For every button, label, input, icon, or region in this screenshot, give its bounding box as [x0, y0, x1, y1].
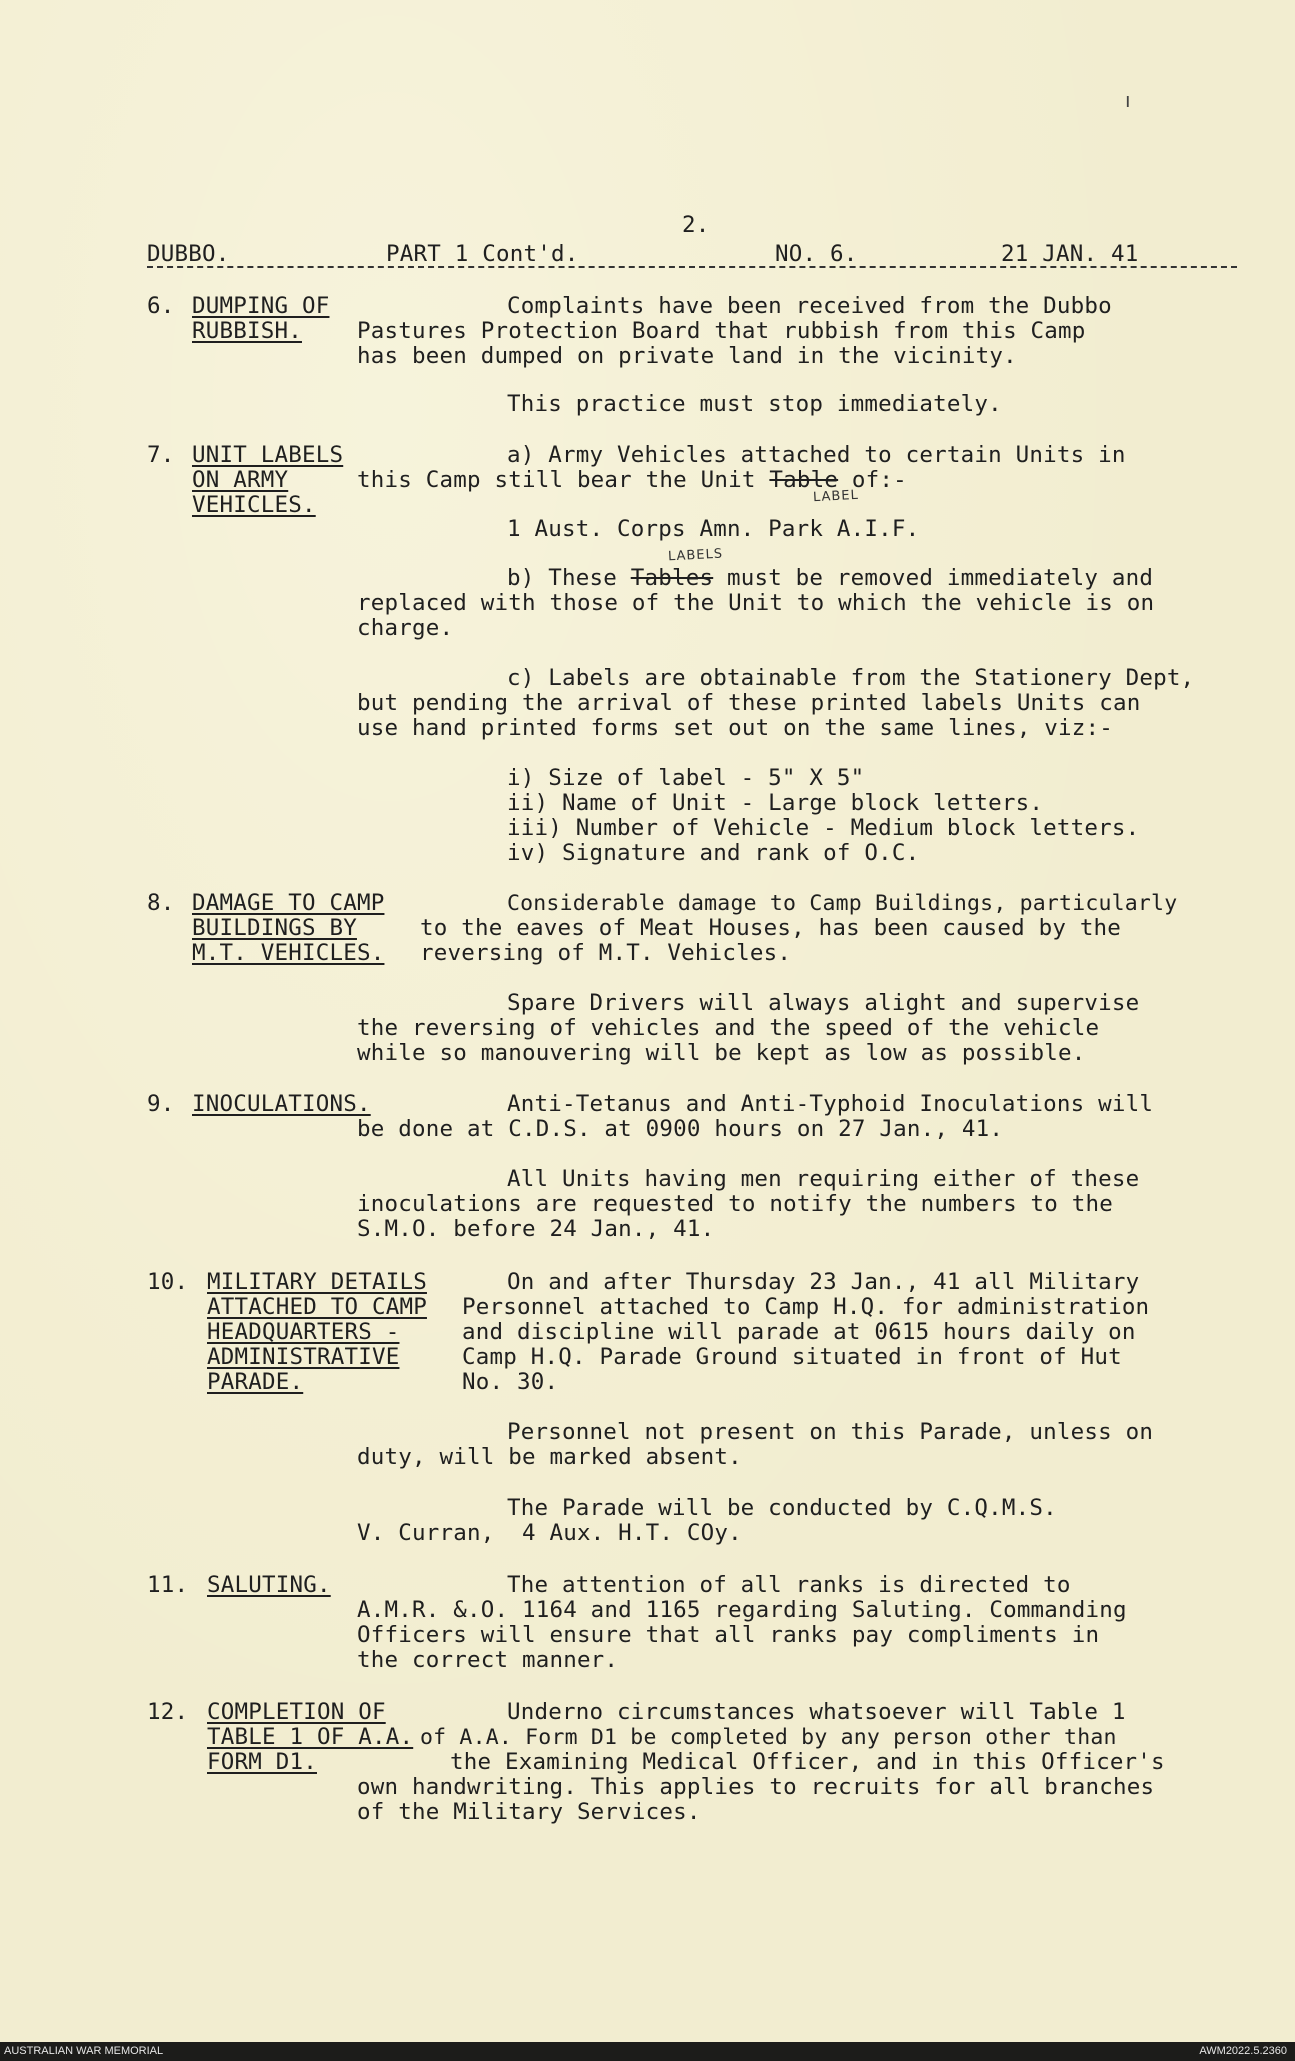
section-9-text-line4: inoculations are requested to notify the numbers to the: [357, 1191, 1114, 1217]
section-8-text-line1: Considerable damage to Camp Buildings, particularly: [507, 891, 1178, 916]
handwritten-correction-label: LABEL: [812, 487, 860, 506]
margin-mark: ı: [1125, 88, 1131, 112]
section-7-para-a-line1: a) Army Vehicles attached to certain Units in: [507, 442, 1126, 468]
header-number: NO. 6.: [775, 241, 858, 267]
section-11-text-line1: The attention of all ranks is directed to: [507, 1572, 1071, 1598]
section-11-number: 11.: [147, 1572, 189, 1598]
section-10-text-line6: Personnel not present on this Parade, unless on: [507, 1419, 1154, 1445]
section-7-para-a-line2-pre: this Camp still bear the Unit: [357, 467, 770, 493]
section-6-text-line4: This practice must stop immediately.: [507, 391, 1002, 417]
section-12-title-line2: TABLE 1 OF A.A.: [207, 1724, 414, 1750]
section-10-title-line4: ADMINISTRATIVE: [207, 1344, 400, 1370]
section-7-title-line2: ON ARMY: [192, 467, 289, 493]
section-6-number: 6.: [147, 293, 175, 319]
section-10-text-line8: The Parade will be conducted by C.Q.M.S.: [507, 1495, 1057, 1521]
section-9-text-line1: Anti-Tetanus and Anti-Typhoid Inoculations will: [507, 1091, 1154, 1117]
handwritten-correction-labels: LABELS: [667, 546, 724, 565]
section-12-text-line4: own handwriting. This applies to recruits for all branches: [357, 1774, 1155, 1800]
section-8-text-line4: Spare Drivers will always alight and supervise: [507, 990, 1140, 1016]
section-7-para-b-line1-post: must be removed immediately and: [713, 565, 1154, 591]
struck-word-table: Table: [769, 467, 839, 493]
section-7-number: 7.: [147, 442, 175, 468]
section-7-para-b-line3: charge.: [357, 615, 454, 641]
section-10-title-line2: ATTACHED TO CAMP: [207, 1294, 427, 1320]
section-7-para-c-line1: c) Labels are obtainable from the Stationery Dept,: [507, 665, 1195, 691]
section-10-title-line3: HEADQUARTERS -: [207, 1319, 400, 1345]
section-7-para-c-line2: but pending the arrival of these printed labels Units can: [357, 690, 1141, 716]
section-8-text-line3: reversing of M.T. Vehicles.: [420, 940, 792, 966]
section-6-text-line2: Pastures Protection Board that rubbish from this Camp: [357, 318, 1086, 344]
section-10-text-line9: V. Curran, 4 Aux. H.T. COy.: [357, 1520, 742, 1546]
section-7-list-item-1: i) Size of label - 5" X 5": [507, 765, 865, 791]
section-7-list-item-4: iv) Signature and rank of O.C.: [507, 840, 920, 866]
section-10-title-line5: PARADE.: [207, 1369, 304, 1395]
section-8-title-line2: BUILDINGS BY: [192, 915, 357, 941]
header-date: 21 JAN. 41: [1001, 241, 1139, 267]
section-8-text-line2: to the eaves of Meat Houses, has been caused by the: [420, 915, 1122, 941]
footer-institution: AUSTRALIAN WAR MEMORIAL: [4, 2045, 164, 2057]
section-12-text-line1: Underno circumstances whatsoever will Table 1: [507, 1699, 1126, 1725]
section-7-title-line1: UNIT LABELS: [192, 442, 344, 468]
section-7-para-a-line2-post: of:-: [838, 467, 907, 493]
section-9-text-line5: S.M.O. before 24 Jan., 41.: [357, 1216, 715, 1242]
header-rule: [147, 266, 1237, 268]
section-7-para-b-line2: replaced with those of the Unit to which the vehicle is on: [357, 590, 1155, 616]
section-9-title-line1: INOCULATIONS.: [192, 1091, 371, 1117]
section-8-number: 8.: [147, 890, 175, 916]
section-6-title-line2: RUBBISH.: [192, 318, 302, 344]
section-10-number: 10.: [147, 1269, 189, 1295]
section-7-para-b-line1: [507, 566, 1153, 591]
section-11-text-line3: Officers will ensure that all ranks pay compliments in: [357, 1622, 1100, 1648]
section-7-list-item-3: iii) Number of Vehicle - Medium block letters.: [507, 815, 1140, 841]
section-10-text-line5: No. 30.: [462, 1369, 559, 1395]
section-12-title-line3: FORM D1.: [207, 1749, 317, 1775]
section-10-text-line3: and discipline will parade at 0615 hours daily on: [462, 1319, 1136, 1345]
section-12-text-line5: of the Military Services.: [357, 1799, 701, 1825]
section-12-text-line3: the Examining Medical Officer, and in this Officer's: [450, 1749, 1165, 1775]
section-12-title-line1: COMPLETION OF: [207, 1699, 386, 1725]
page-number: 2.: [682, 212, 710, 238]
section-11-title-line1: SALUTING.: [207, 1572, 331, 1598]
footer-accession-number: AWM2022.5.2360: [1199, 2045, 1287, 2057]
archive-footer: [0, 2042, 1295, 2061]
section-10-text-line2: Personnel attached to Camp H.Q. for administration: [462, 1294, 1150, 1320]
section-8-text-line5: the reversing of vehicles and the speed of the vehicle: [357, 1015, 1100, 1041]
section-10-title-line1: MILITARY DETAILS: [207, 1269, 427, 1295]
section-11-text-line4: the correct manner.: [357, 1647, 619, 1673]
section-7-title-line3: VEHICLES.: [192, 492, 316, 518]
header-part: PART 1 Cont'd.: [386, 241, 579, 267]
section-12-text-line2: of A.A. Form D1 be completed by any person other than: [420, 1725, 1117, 1750]
section-9-text-line2: be done at C.D.S. at 0900 hours on 27 Jan., 41.: [357, 1116, 1004, 1142]
section-8-title-line3: M.T. VEHICLES.: [192, 940, 385, 966]
section-7-unit-name: 1 Aust. Corps Amn. Park A.I.F.: [507, 516, 920, 542]
section-8-text-line6: while so manouvering will be kept as low as possible.: [357, 1040, 1086, 1066]
section-10-text-line1: On and after Thursday 23 Jan., 41 all Military: [507, 1269, 1140, 1295]
section-8-title-line1: DAMAGE TO CAMP: [192, 890, 385, 916]
section-6-text-line1: Complaints have been received from the Dubbo: [507, 293, 1112, 319]
section-10-text-line7: duty, will be marked absent.: [357, 1444, 742, 1470]
struck-word-tables: Tables: [630, 565, 714, 591]
section-9-number: 9.: [147, 1091, 175, 1117]
section-9-text-line3: All Units having men requiring either of these: [507, 1166, 1140, 1192]
section-11-text-line2: A.M.R. &.O. 1164 and 1165 regarding Saluting. Commanding: [357, 1597, 1127, 1623]
section-7-para-c-line3: use hand printed forms set out on the same lines, viz:-: [357, 715, 1114, 741]
section-6-title-line1: DUMPING OF: [192, 293, 330, 319]
section-10-text-line4: Camp H.Q. Parade Ground situated in front of Hut: [462, 1344, 1122, 1370]
section-7-list-item-2: ii) Name of Unit - Large block letters.: [507, 790, 1044, 816]
section-6-text-line3: has been dumped on private land in the vicinity.: [357, 343, 1017, 369]
section-7-para-b-line1-pre: b) These: [507, 565, 631, 591]
header-place: DUBBO.: [147, 241, 230, 267]
section-12-number: 12.: [147, 1699, 189, 1725]
